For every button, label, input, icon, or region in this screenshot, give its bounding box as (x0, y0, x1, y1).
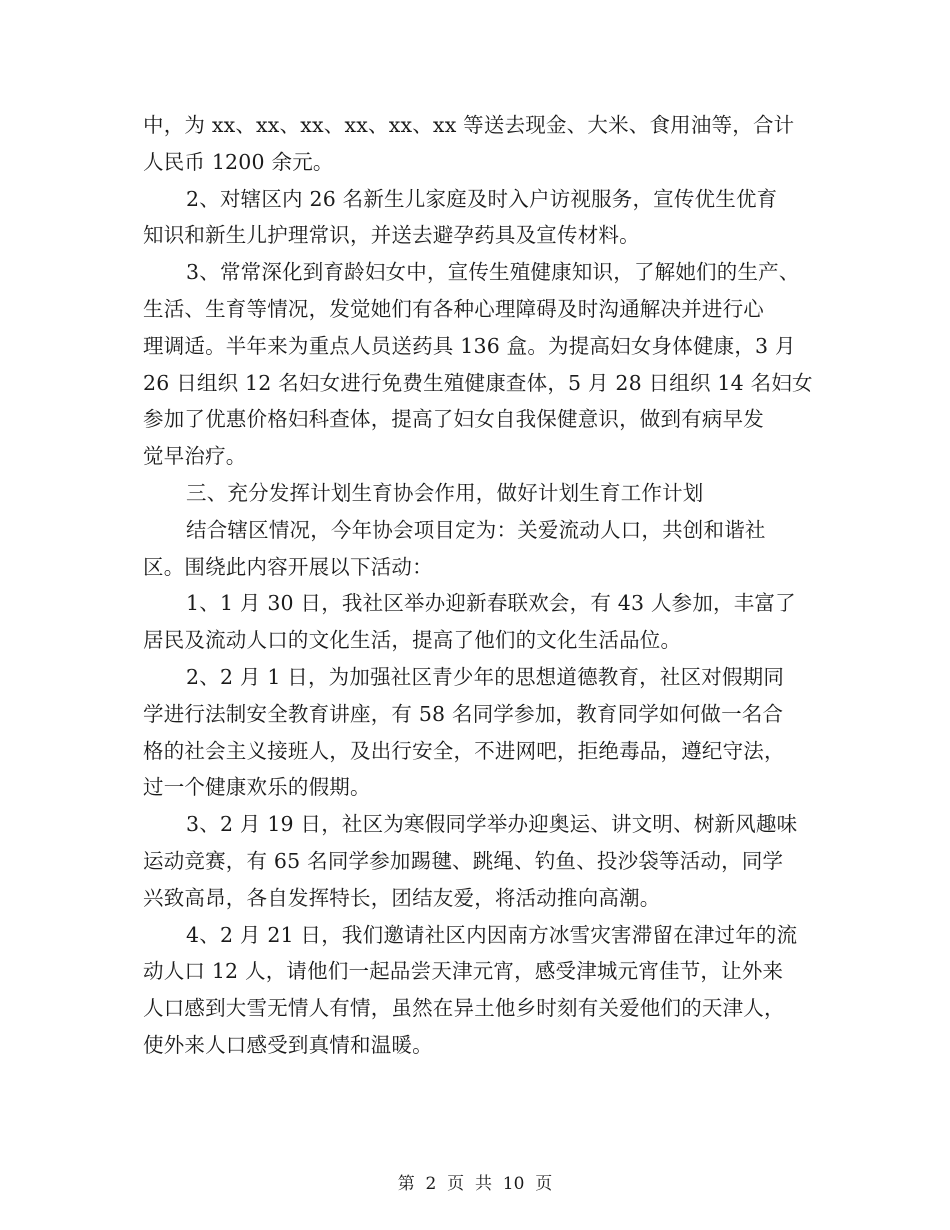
text-line: 知识和新生儿护理常识，并送去避孕药具及宣传材料。 (143, 223, 640, 248)
text-line: 动人口 12 人，请他们一起品尝天津元宵，感受津城元宵佳节，让外来 (143, 959, 784, 984)
text-line: 中，为 xx、xx、xx、xx、xx、xx 等送去现金、大米、食用油等，合计 (143, 113, 795, 137)
text-line: 区。围绕此内容开展以下活动： (143, 554, 433, 579)
text-line: 参加了优惠价格妇科查体，提高了妇女自我保健意识，做到有病早发 (143, 407, 764, 432)
text-line: 生活、生育等情况，发觉她们有各种心理障碍及时沟通解决并进行心 (143, 296, 764, 321)
text-line: 3、常常深化到育龄妇女中，宣传生殖健康知识，了解她们的生产、 (186, 260, 800, 285)
text-line: 人民币 1200 余元。 (143, 149, 334, 174)
text-line: 兴致高昂，各自发挥特长，团结友爱，将活动推向高潮。 (143, 885, 661, 910)
text-line: 2、2 月 1 日，为加强社区青少年的思想道德教育，社区对假期同 (186, 664, 785, 689)
text-line: 人口感到大雪无情人有情，虽然在异土他乡时刻有关爱他们的天津人， (143, 996, 785, 1021)
page-number-footer: 第 2 页 共 10 页 (397, 1174, 553, 1194)
text-line: 26 日组织 12 名妇女进行免费生殖健康查体，5 月 28 日组织 14 名妇女 (143, 370, 813, 395)
text-line: 3、2 月 19 日，社区为寒假同学举办迎奥运、讲文明、树新风趣味 (186, 812, 798, 837)
text-line: 居民及流动人口的文化生活，提高了他们的文化生活品位。 (143, 628, 682, 653)
text-line: 觉早治疗。 (143, 444, 247, 469)
text-line: 使外来人口感受到真情和温暖。 (143, 1032, 433, 1057)
text-line: 运动竞赛，有 65 名同学参加踢毽、跳绳、钓鱼、投沙袋等活动，同学 (143, 848, 784, 873)
section-heading: 三、充分发挥计划生育协会作用，做好计划生育工作计划 (186, 480, 704, 505)
text-line: 1、1 月 30 日，我社区举办迎新春联欢会，有 43 人参加，丰富了 (186, 591, 796, 616)
text-line: 过一个健康欢乐的假期。 (143, 775, 371, 800)
text-line: 格的社会主义接班人，及出行安全，不进网吧，拒绝毒品，遵纪守法， (143, 738, 785, 763)
document-body (143, 107, 813, 1064)
text-line: 学进行法制安全教育讲座，有 58 名同学参加，教育同学如何做一名合 (143, 701, 784, 726)
text-line: 理调适。半年来为重点人员送药具 136 盒。为提高妇女身体健康，3 月 (143, 333, 796, 358)
text-line: 4、2 月 21 日，我们邀请社区内因南方冰雪灾害滞留在津过年的流 (186, 922, 798, 947)
text-line: 结合辖区情况，今年协会项目定为：关爱流动人口，共创和谐社 (186, 517, 766, 542)
text-line: 2、对辖区内 26 名新生儿家庭及时入户访视服务，宣传优生优育 (186, 186, 778, 211)
